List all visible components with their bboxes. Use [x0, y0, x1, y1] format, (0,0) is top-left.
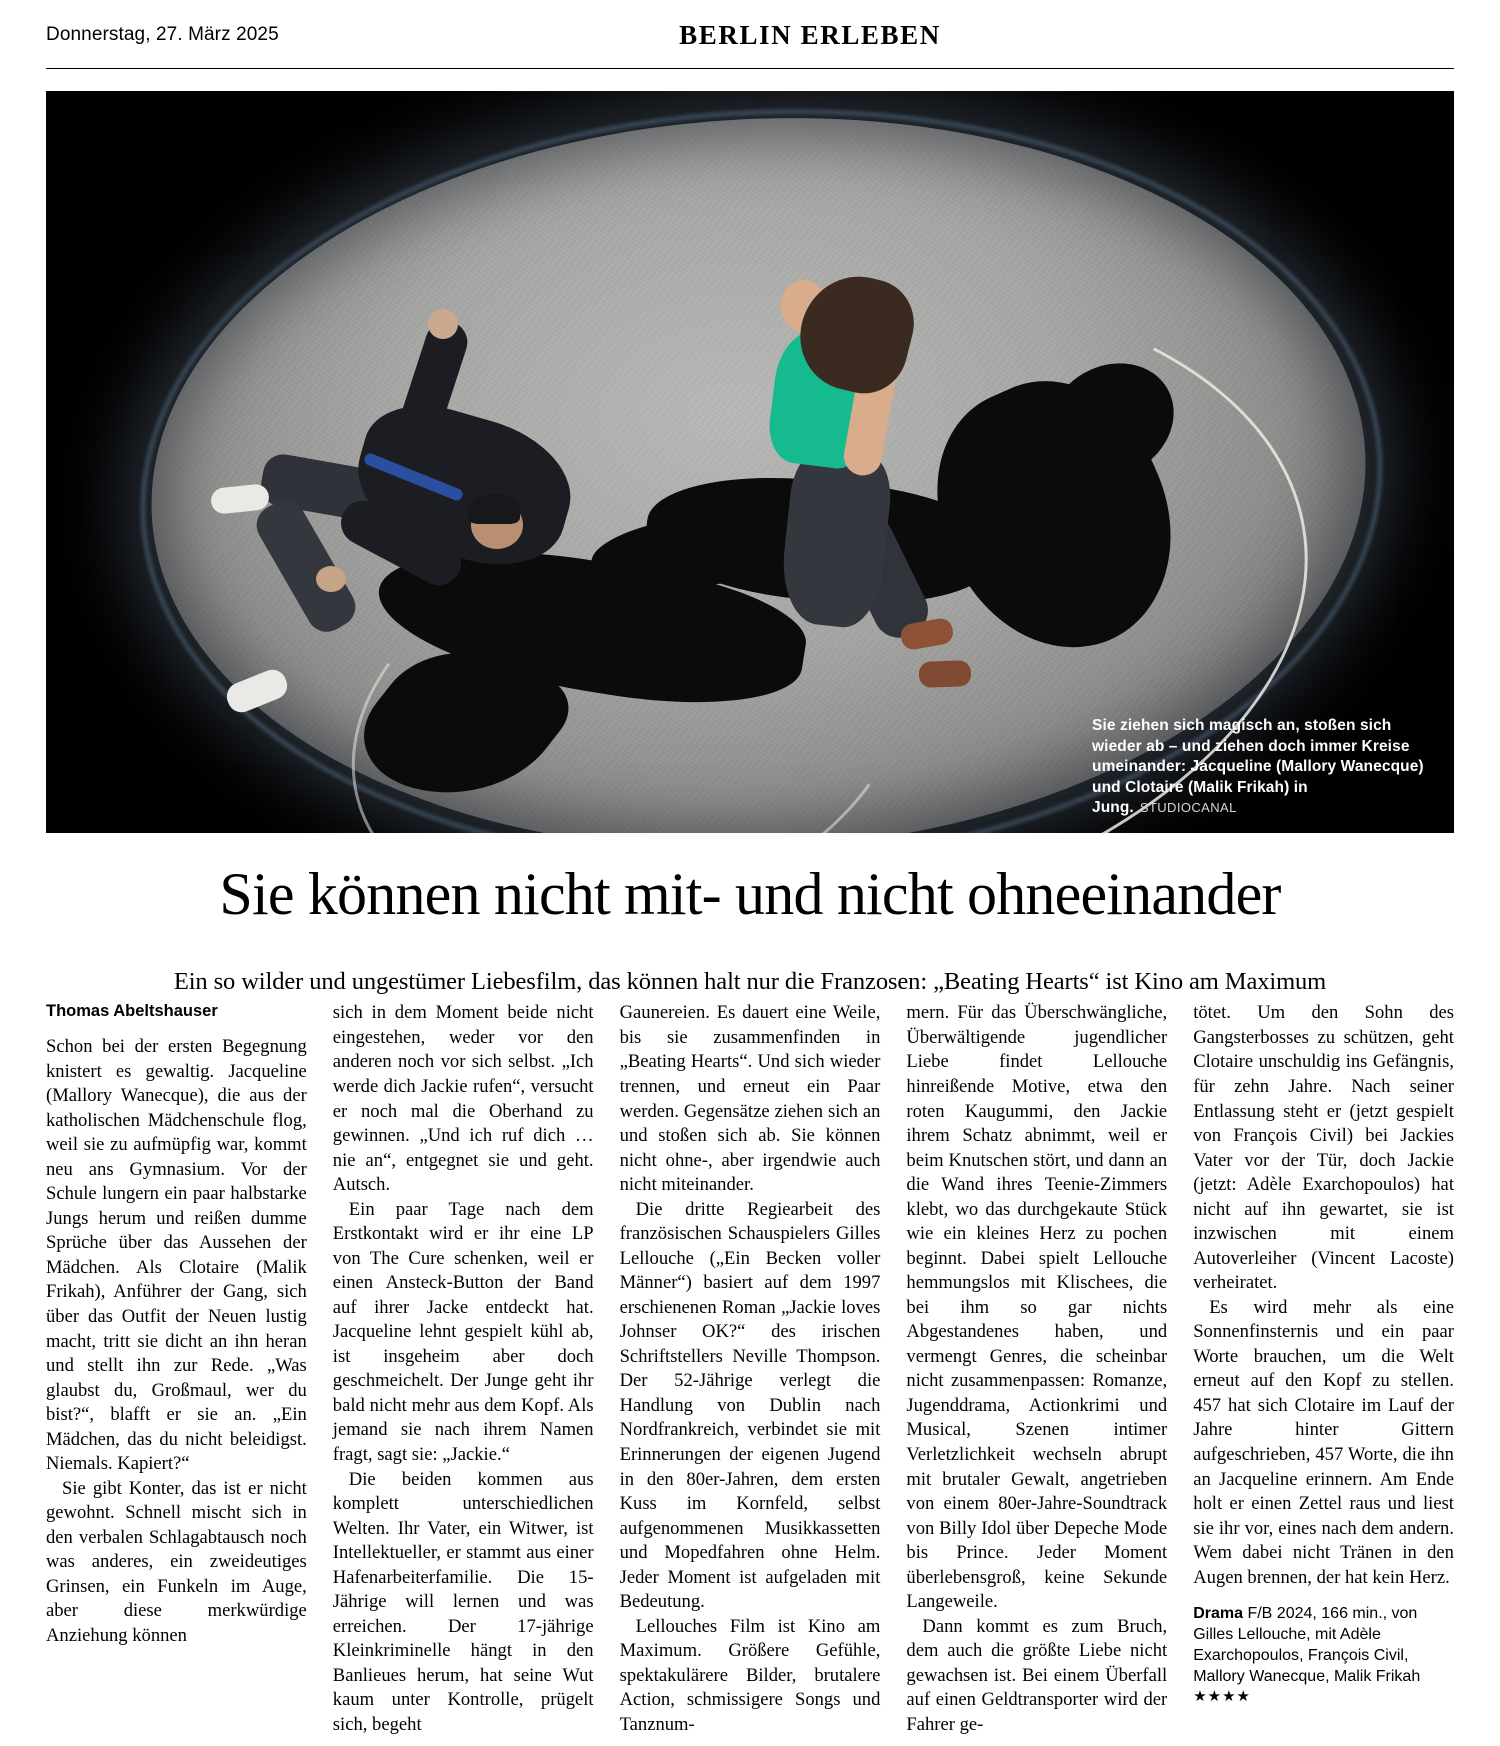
- film-credits: [1193, 1604, 1454, 1708]
- article-column-1: [46, 1001, 307, 1737]
- man-shoe-right: [223, 665, 292, 716]
- paragraph: Schon bei der ersten Begegnung knistert es gewaltig. Jacqueline (Mallory Wanecque), die aus der katholischen Mädchenschule flog, weil sie zu aufmüpfig war, kommt neu ans Gymnasium. Vor der Schule lungern ein paar halbstarke Jungs herum und reißen dumme Sprüche über das Aussehen der Mädchen. Als Clotaire (Malik Frikah), Anführer der Gang, sich über das Outfit der Neuen lustig macht, tritt sie dicht an ihn heran und stellt ihn zur Rede. „Was glaubst du, Großmaul, wer du bist?“, blafft er sie an. „Ein Mädchen, das du nicht beleidigst. Niemals. Kapiert?“: [46, 1036, 307, 1475]
- paragraph: Die beiden kommen aus komplett unterschiedlichen Welten. Ihr Vater, ein Witwer, ist Intellektueller, er stammt aus einer Hafenarbeiterfamilie. Die 15-Jährige will lernen und was erreichen. Der 17-jährige Kleinkriminelle hängt in den Banlieues herum, hat seine Wut kaum unter Kontrolle, prügelt sich, begeht: [332, 1468, 594, 1735]
- article-photo: [46, 91, 1454, 833]
- film-credit-details: F/B 2024, 166 min., von Gilles Lellouche, mit Adèle Exarchopoulos, François Civil, Mallory Wanecque, Malik Frikah: [1193, 1605, 1421, 1685]
- figure-woman-jacqueline: [751, 276, 1001, 676]
- man-hair: [468, 494, 520, 524]
- article-column-3: [620, 1001, 881, 1737]
- paragraph: Gaunereien. Es dauert eine Weile, bis sie zusammenfinden in „Beating Hearts“. Und sich wieder trennen, und erneut ein Paar werden. Gegensätze ziehen sich an und stoßen sich ab. Sie können nicht ohne-, aber irgendwie auch nicht miteinander.: [619, 1002, 881, 1196]
- article-byline: Thomas Abeltshauser: [46, 1002, 218, 1021]
- star-rating: ★★★★: [1193, 1688, 1251, 1706]
- paragraph: Die dritte Regiearbeit des französischen Schauspielers Gilles Lellouche („Ein Becken voller Männer“) basiert auf dem 1997 erschienenen Roman „Jackie loves Johnser OK?“ des irischen Schriftstellers Neville Thompson. Der 52-Jährige verlegt die Handlung von Dublin nach Nordfrankreich, verbindet sie mit Erinnerungen der eigenen Jugend in den 80er-Jahren, dem ersten Kuss im Kornfeld, selbst aufgenommenen Musikkassetten und Mopedfahren ohne Helm. Jeder Moment ist aufgeladen mit Bedeutung.: [619, 1198, 881, 1613]
- article-headline: Sie können nicht mit- und nicht ohneeinander: [219, 861, 1281, 927]
- masthead-rule: [46, 68, 1454, 69]
- figure-man-clotaire: [196, 291, 616, 761]
- article-column-4: [906, 1001, 1167, 1737]
- paragraph: Dann kommt es zum Bruch, dem auch die größte Liebe nicht gewachsen ist. Bei einem Überfall auf einen Geldtransporter wird der Fahrer ge-: [906, 1615, 1168, 1735]
- paragraph: Lellouches Film ist Kino am Maximum. Größere Gefühle, spektakulärere Bilder, brutalere Action, schmissigere Songs und Tanznum-: [619, 1615, 881, 1735]
- photo-caption: [1092, 716, 1432, 819]
- masthead: [46, 18, 1454, 62]
- paragraph: tötet. Um den Sohn des Gangsterbosses zu schützen, geht Clotaire unschuldig ins Gefängnis, für zehn Jahre. Nach seiner Entlassung steht er (jetzt gespielt von François Civil) bei Jackies Vater vor der Tür, doch Jackie (jetzt: Adèle Exarchopoulos) hat nicht auf ihn gewartet, sie ist inzwischen mit einem Autoverleiher (Vincent Lacoste) verheiratet.: [1193, 1002, 1454, 1294]
- man-shoe-left: [210, 483, 270, 515]
- masthead-section-title: BERLIN ERLEBEN: [679, 20, 941, 50]
- article-column-5: [1193, 1001, 1454, 1737]
- paragraph: Es wird mehr als eine Sonnenfinsternis und ein paar Worte brauchen, um die Welt erneut auf den Kopf zu stellen. 457 hat sich Clotaire im Lauf der Jahre hinter Gittern aufgeschrieben, 457 Worte, die ihn an Jacqueline erinnern. Am Ende holt er einen Zettel raus und liest sie ihr vor, eines nach dem andern. Wem dabei nicht Tränen in den Augen brennen, der hat kein Herz.: [1193, 1296, 1454, 1588]
- masthead-date: Donnerstag, 27. März 2025: [46, 24, 279, 45]
- paragraph: Ein paar Tage nach dem Erstkontakt wird er ihr eine LP von The Cure schenken, weil er einen Ansteck-Button der Band auf ihrer Jacke entdeckt hat. Jacqueline lehnt gespielt kühl ab, ist insgeheim aber doch geschmeichelt. Der Junge geht ihr bald nicht mehr aus dem Kopf. Als jemand sie nach ihrem Namen fragt, sagt sie: „Jackie.“: [332, 1198, 594, 1465]
- photo-credit: STUDIOCANAL: [1139, 800, 1237, 816]
- film-genre: Drama: [1193, 1605, 1243, 1623]
- article-subhead: Ein so wilder und ungestümer Liebesfilm, das können halt nur die Franzosen: „Beating Hearts“ ist Kino am Maximum: [173, 967, 1327, 995]
- man-hand-lowered: [316, 566, 346, 592]
- article-body: [46, 1001, 1454, 1737]
- article-column-2: [333, 1001, 594, 1737]
- paragraph: mern. Für das Überschwängliche, Überwältigende jugendlicher Liebe findet Lellouche hinreißende Motive, etwa den roten Kaugummi, den Jackie ihrem Schatz abnimmt, weil er beim Knutschen stört, und dann an die Wand ihres Teenie-Zimmers klebt, wo das durchgekaute Stück wie ein kleines Herz zu pochen beginnt. Dabei spielt Lellouche hemmungslos mit Klischees, die bei ihm so gar nichts Abgestandenes haben, und vermengt Genres, die scheinbar nicht zusammenpassen: Romanze, Jugenddrama, Actionkrimi und Musical, Szenen intimer Verletzlichkeit wechseln abrupt mit brutaler Gewalt, angetrieben von einem 80er-Jahre-Soundtrack von Billy Idol über Depeche Mode bis Prince. Jeder Moment überlebensgroß, keine Sekunde Langeweile.: [906, 1002, 1168, 1613]
- woman-shoe-right: [919, 660, 972, 688]
- paragraph: Sie gibt Konter, das ist er nicht gewohnt. Schnell mischt sich in den verbalen Schlagabtausch noch was anderes, ein zweideutiges Grinsen, ein Funkeln im Auge, aber diese merkwürdige Anziehung können: [46, 1477, 307, 1646]
- paragraph: sich in dem Moment beide nicht eingestehen, weder vor den anderen noch vor sich selbst. „Ich werde dich Jackie rufen“, versucht er noch mal die Oberhand zu gewinnen. „Und ich ruf dich … nie an“, entgegnet sie und geht. Autsch.: [332, 1002, 594, 1196]
- man-hand-raised: [428, 309, 458, 339]
- photo-caption-text: Sie ziehen sich magisch an, stoßen sich wieder ab – und ziehen doch immer Kreise umeinander: Jacqueline (Mallory Wanecque) und Clotaire (Malik Frikah) in Jung.: [1092, 716, 1424, 817]
